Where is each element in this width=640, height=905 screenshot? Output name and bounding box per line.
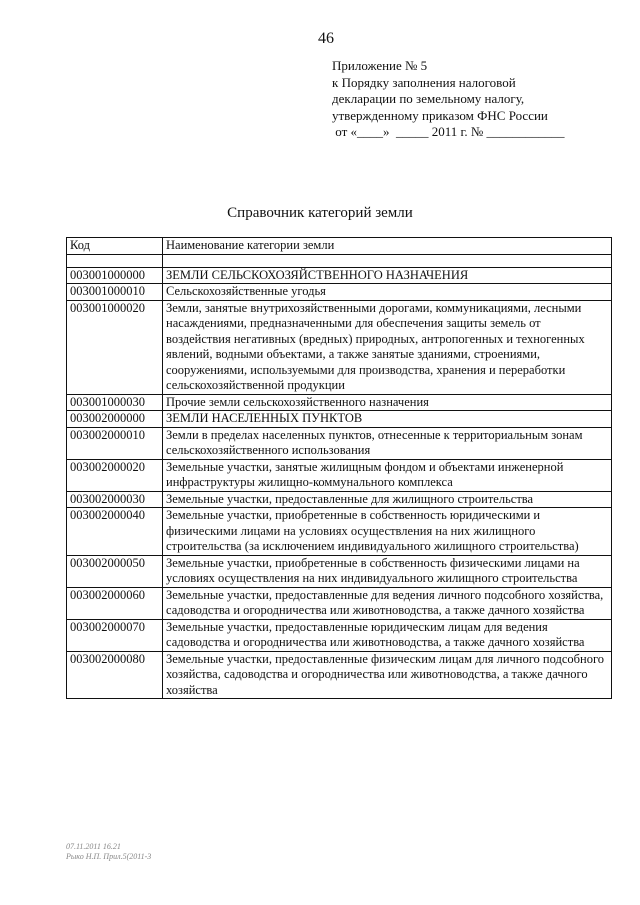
table-row xyxy=(67,619,612,651)
category-name-cell: Земельные участки, предоставленные для ведения личного подсобного хозяйства, садоводства и огородничества или животноводства, а также дачного хозяйства xyxy=(163,587,612,619)
appendix-reference xyxy=(332,58,565,141)
category-code-cell: 003002000010 xyxy=(67,427,163,459)
category-name-cell: Земельные участки, предоставленные юридическим лицам для ведения садоводства и огородничества или животноводства, а также дачного хозяйства xyxy=(163,619,612,651)
appendix-line: к Порядку заполнения налоговой xyxy=(332,74,516,90)
empty-row xyxy=(67,254,612,267)
table-body xyxy=(67,254,612,699)
name-column-header: Наименование категории земли xyxy=(163,238,612,255)
category-code-cell: 003002000040 xyxy=(67,508,163,556)
category-code-cell: 003001000010 xyxy=(67,284,163,301)
page-number: 46 xyxy=(318,30,334,47)
category-name-cell: Земельные участки, занятые жилищным фондом и объектами инженерной инфраструктуры жилищно-коммунального комплекса xyxy=(163,459,612,491)
code-column-header: Код xyxy=(67,238,163,255)
print-stamp-line: 07.11.2011 16.21 xyxy=(66,842,121,851)
category-code-cell: 003002000050 xyxy=(67,555,163,587)
category-code-cell: 003002000000 xyxy=(67,411,163,428)
print-stamp-line: Рыко Н.П. Прил.5(2011-3 xyxy=(66,852,152,861)
category-code-cell: 003001000000 xyxy=(67,267,163,284)
appendix-line: утвержденному приказом ФНС России xyxy=(332,107,548,123)
table-row xyxy=(67,427,612,459)
category-code-cell: 003001000020 xyxy=(67,300,163,394)
category-name-cell: Земли, занятые внутрихозяйственными дорогами, коммуникациями, лесными насаждениями, предназначенными для обеспечения защиты земель от воздействия негативных (вредных) природных, антропогенных и техногенных явлений, водными объектами, а также занятые зданиями, строениями, сооружениями, используемыми для производства, хранения и переработки сельскохозяйственной продукции xyxy=(163,300,612,394)
category-code-cell: 003002000060 xyxy=(67,587,163,619)
category-name-cell: Земли в пределах населенных пунктов, отнесенные к территориальным зонам сельскохозяйственного использования xyxy=(163,427,612,459)
table-row xyxy=(67,300,612,394)
table-row xyxy=(67,284,612,301)
category-code-cell: 003001000030 xyxy=(67,394,163,411)
category-name-cell: Земельные участки, предоставленные физическим лицам для личного подсобного хозяйства, садоводства и огородничества или животноводства, а также дачного хозяйства xyxy=(163,651,612,699)
category-code-cell: 003002000080 xyxy=(67,651,163,699)
category-code-cell: 003002000020 xyxy=(67,459,163,491)
category-name-cell: Прочие земли сельскохозяйственного назначения xyxy=(163,394,612,411)
table-row xyxy=(67,651,612,699)
category-name-cell: Земельные участки, приобретенные в собственность юридическими и физическими лицами на условиях осуществления на них жилищного строительства (за исключением индивидуального жилищного строительства) xyxy=(163,508,612,556)
table-row xyxy=(67,491,612,508)
table-row xyxy=(67,411,612,428)
category-code-cell: 003002000030 xyxy=(67,491,163,508)
category-name-cell: Сельскохозяйственные угодья xyxy=(163,284,612,301)
print-stamp xyxy=(66,842,151,862)
table-row xyxy=(67,267,612,284)
empty-cell xyxy=(67,254,163,267)
category-code-cell: 003002000070 xyxy=(67,619,163,651)
category-name-cell: ЗЕМЛИ СЕЛЬСКОХОЗЯЙСТВЕННОГО НАЗНАЧЕНИЯ xyxy=(163,267,612,284)
table-header-row xyxy=(67,238,612,255)
table-row xyxy=(67,555,612,587)
table-row xyxy=(67,508,612,556)
empty-cell xyxy=(163,254,612,267)
table-row xyxy=(67,587,612,619)
category-name-cell: ЗЕМЛИ НАСЕЛЕННЫХ ПУНКТОВ xyxy=(163,411,612,428)
appendix-line: от «____» _____ 2011 г. № ____________ xyxy=(332,124,565,139)
category-name-cell: Земельные участки, приобретенные в собственность физическими лицами на условиях осуществления на них индивидуального жилищного строительства xyxy=(163,555,612,587)
land-category-table xyxy=(66,237,612,699)
appendix-line: декларации по земельному налогу, xyxy=(332,91,525,106)
table-row xyxy=(67,394,612,411)
appendix-line: Приложение № 5 xyxy=(332,58,428,73)
table-row xyxy=(67,459,612,491)
document-title: Справочник категорий земли xyxy=(227,205,413,221)
category-name-cell: Земельные участки, предоставленные для жилищного строительства xyxy=(163,491,612,508)
